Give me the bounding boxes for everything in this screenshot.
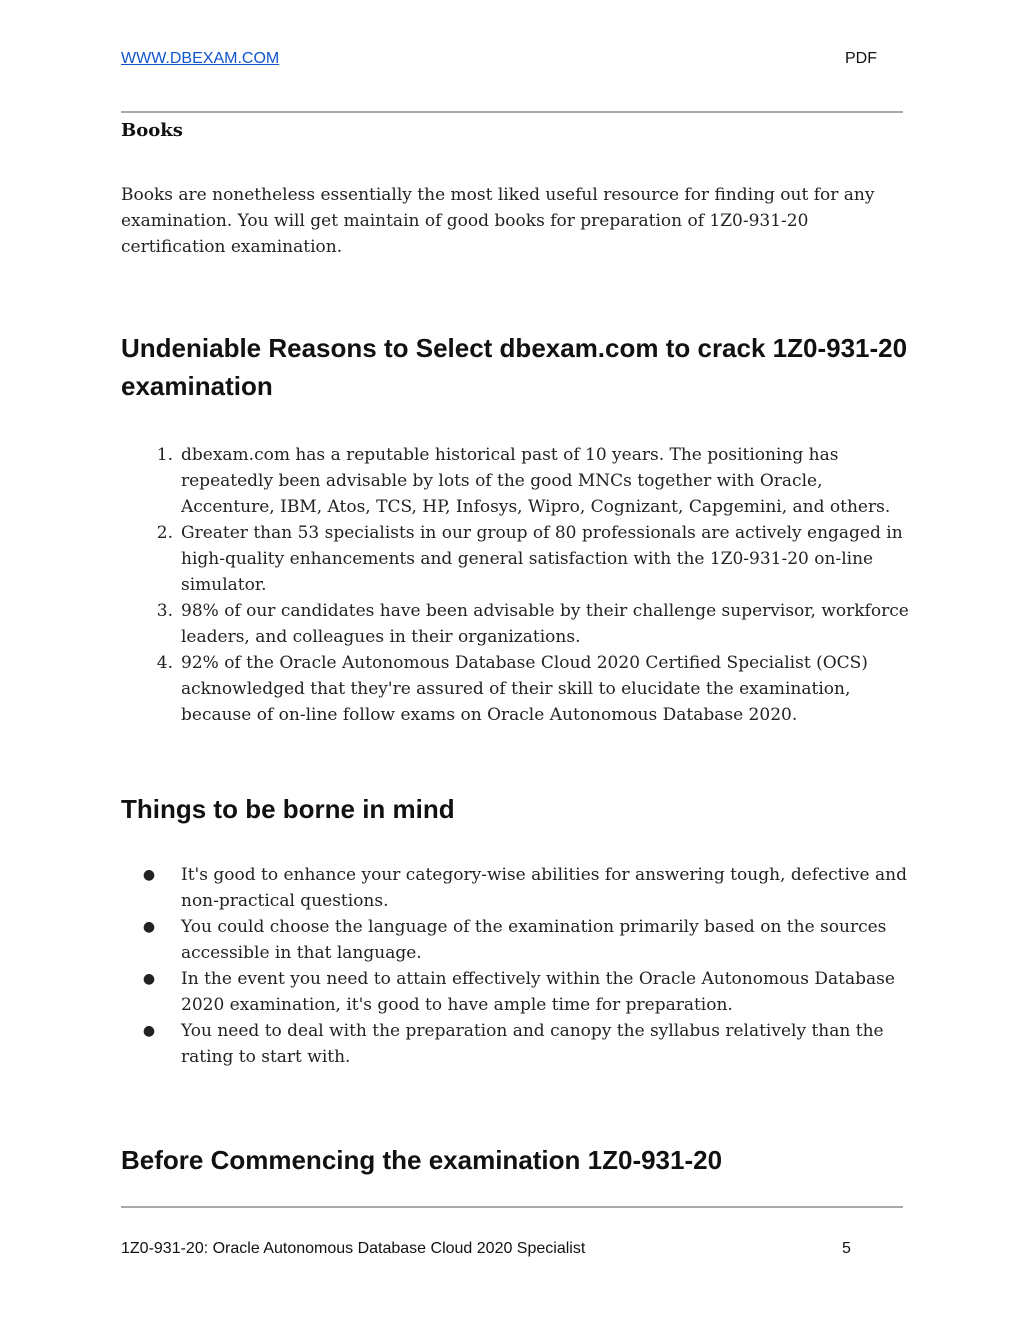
footer-divider xyxy=(121,1206,903,1208)
reasons-heading: Undeniable Reasons to Select dbexam.com to crack 1Z0-931-20 examination xyxy=(121,333,908,401)
list-item xyxy=(121,914,911,966)
bullet-icon: ● xyxy=(142,971,156,987)
books-title: Books xyxy=(121,120,183,141)
list-item xyxy=(121,442,911,520)
things-list xyxy=(121,862,911,1070)
list-item xyxy=(121,598,911,650)
list-number: 4. xyxy=(156,653,173,673)
list-item-text: You need to deal with the preparation and canopy the syllabus relatively than the rating to start with. xyxy=(181,1021,884,1067)
bullet-icon: ● xyxy=(142,867,156,883)
header-divider xyxy=(121,111,903,113)
list-number: 2. xyxy=(156,523,173,543)
reasons-list xyxy=(121,442,911,728)
bullet-icon: ● xyxy=(142,919,156,935)
list-item xyxy=(121,520,911,598)
page-number: 5 xyxy=(842,1240,851,1257)
bullet-icon: ● xyxy=(142,1023,156,1039)
pdf-label: PDF xyxy=(845,50,877,67)
list-item xyxy=(121,1018,911,1070)
list-item-text: 98% of our candidates have been advisable by their challenge supervisor, workforce leaders, and colleagues in their organizations. xyxy=(181,601,909,647)
list-item-text: It's good to enhance your category-wise abilities for answering tough, defective and non-practical questions. xyxy=(181,865,907,911)
list-item-text: dbexam.com has a reputable historical past of 10 years. The positioning has repeatedly been advisable by lots of the good MNCs together with Oracle, Accenture, IBM, Atos, TCS, HP, Infosys, Wipro, Cognizant, Capgemini, and others. xyxy=(181,445,891,517)
list-item-text: 92% of the Oracle Autonomous Database Cloud 2020 Certified Specialist (OCS) acknowledged that they're assured of their skill to elucidate the examination, because of on-line follow exams on Oracle Autonomous Database 2020. xyxy=(181,653,868,725)
list-item-text: In the event you need to attain effectively within the Oracle Autonomous Database 2020 examination, it's good to have ample time for preparation. xyxy=(181,969,895,1015)
list-item xyxy=(121,966,911,1018)
books-paragraph: Books are nonetheless essentially the most liked useful resource for finding out for any examination. You will get maintain of good books for preparation of 1Z0-931-20 certification examination. xyxy=(121,185,875,257)
list-item xyxy=(121,862,911,914)
list-number: 1. xyxy=(156,445,173,465)
footer-title: 1Z0-931-20: Oracle Autonomous Database Cloud 2020 Specialist xyxy=(121,1240,586,1257)
list-number: 3. xyxy=(156,601,173,621)
list-item-text: You could choose the language of the examination primarily based on the sources accessible in that language. xyxy=(181,917,887,963)
list-item xyxy=(121,650,911,728)
before-heading: Before Commencing the examination 1Z0-931-20 xyxy=(121,1145,723,1175)
things-heading: Things to be borne in mind xyxy=(121,794,455,824)
list-item-text: Greater than 53 specialists in our group of 80 professionals are actively engaged in high-quality enhancements and general satisfaction with the 1Z0-931-20 on-line simulator. xyxy=(181,523,903,595)
site-link[interactable]: WWW.DBEXAM.COM xyxy=(121,50,280,67)
